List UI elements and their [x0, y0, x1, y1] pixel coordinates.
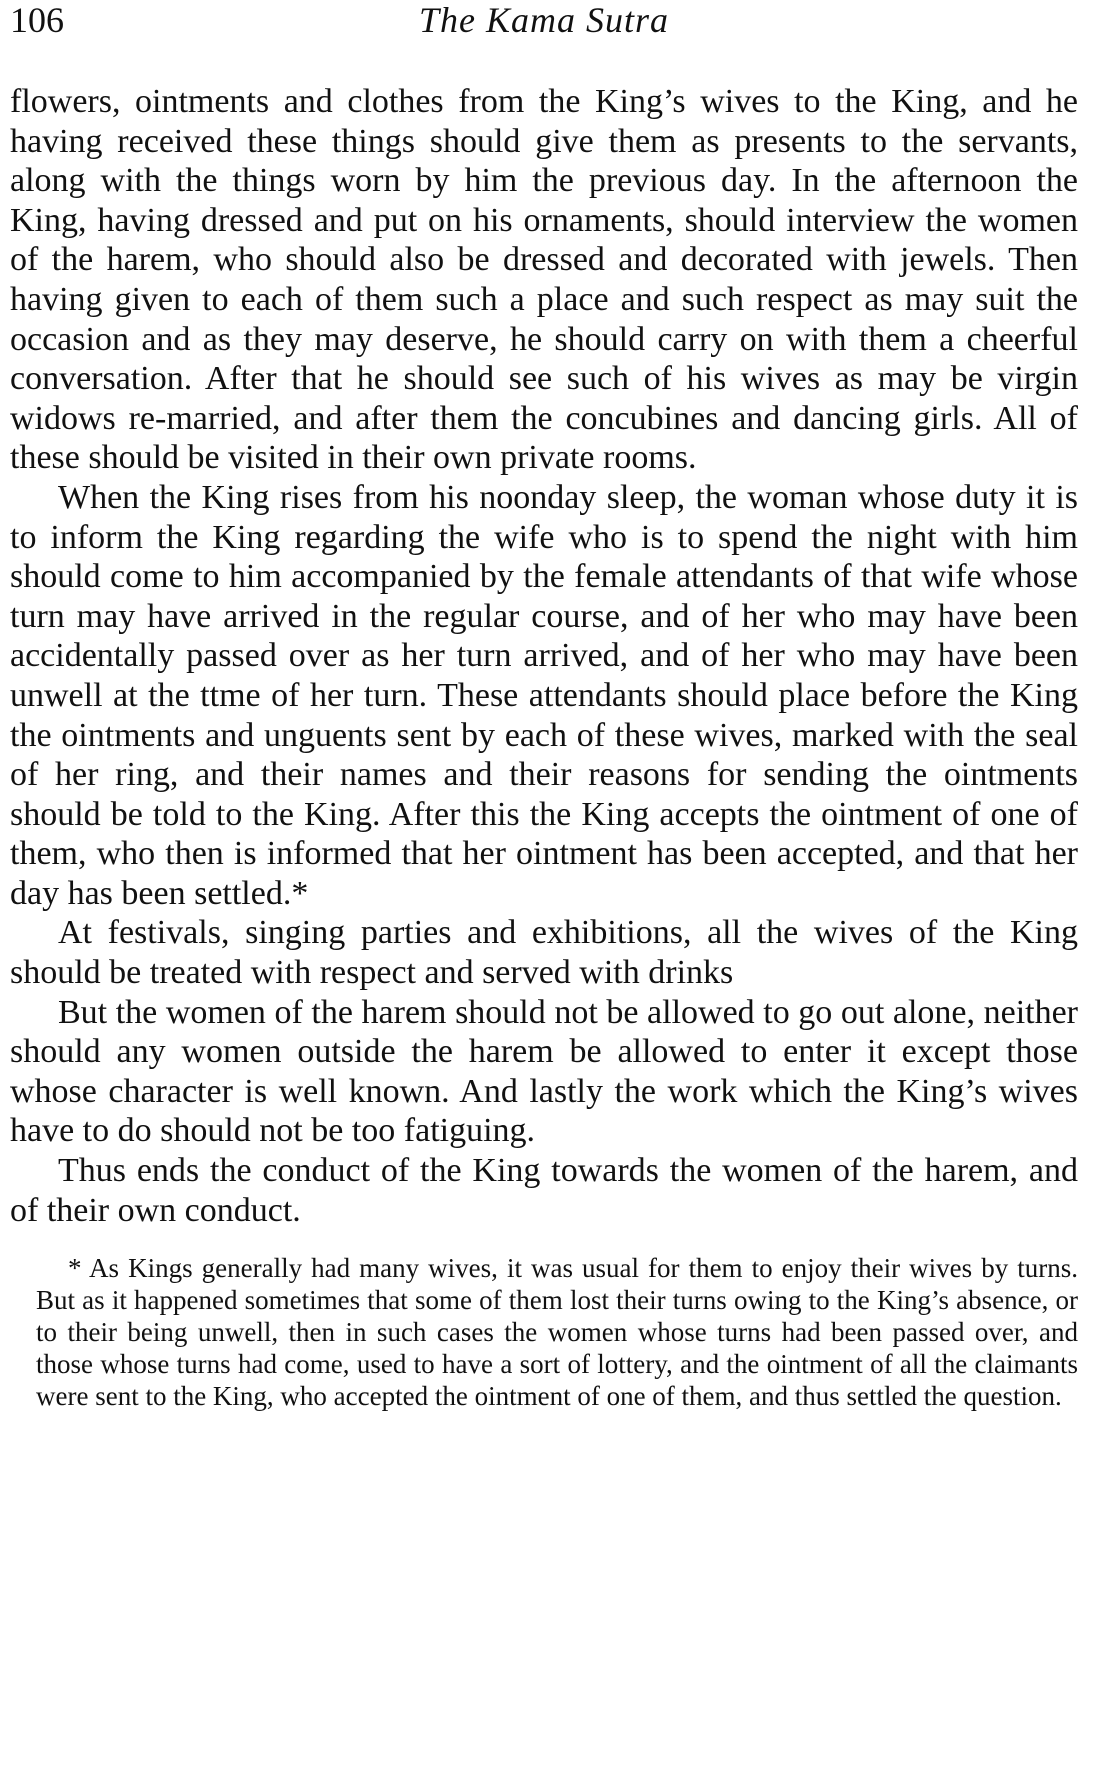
- page-number: 106: [10, 0, 64, 40]
- paragraph-harem-rules: But the women of the harem should not be allowed to go out alone, neither should any women outside the harem be allowed to enter it except those whose character is well known. And lastly the work which the King’s wives have to do should not be too fatiguing.: [10, 993, 1078, 1150]
- paragraph-continued: flowers, ointments and clothes from the King’s wives to the King, and he having received these things should give them as presents to the servants, along with the things worn by him the previous day. In the afternoon the King, having dressed and put on his ornaments, should interview the women of the harem, who should also be dressed and decorated with jewels. Then having given to each of them such a place and such respect as may suit the occasion and as they may deserve, he should carry on with them a cheerful conversation. After that he should see such of his wives as may be virgin widows re-married, and after them the concubines and dancing girls. All of these should be visited in their own private rooms.: [10, 83, 1078, 477]
- body-text: [10, 82, 1078, 1230]
- running-title: The Kama Sutra: [418, 0, 670, 40]
- page-header: [10, 0, 1078, 40]
- paragraph-festivals: At festivals, singing parties and exhibitions, all the wives of the King should be treated with respect and served with drinks: [10, 914, 1078, 992]
- paragraph-noonday: When the King rises from his noonday sleep, the woman whose duty it is to inform the King regarding the wife who is to spend the night with him should come to him accompanied by the female attendants of that wife whose turn may have arrived in the regular course, and of her who may have been accidentally passed over as her turn arrived, and of her who may have been unwell at the ttme of her turn. These attendants should place before the King the ointments and unguents sent by each of these wives, marked with the seal of her ring, and their names and their reasons for sending the ointments should be told to the King. After this the King accepts the ointment of one of them, who then is informed that her ointment has been accepted, and that her day has been settled.*: [10, 478, 1078, 912]
- footnote: * As Kings generally had many wives, it was usual for them to enjoy their wives by turns. But as it happened sometimes that some of them lost their turns owing to the King’s absence, or to their being unwell, then in such cases the women whose turns had been passed over, and those whose turns had come, used to have a sort of lottery, and the ointment of all the claimants were sent to the King, who accepted the ointment of one of them, and thus settled the question.: [36, 1253, 1078, 1412]
- paragraph-conclusion: Thus ends the conduct of the King towards the women of the harem, and of their own conduct.: [10, 1152, 1078, 1229]
